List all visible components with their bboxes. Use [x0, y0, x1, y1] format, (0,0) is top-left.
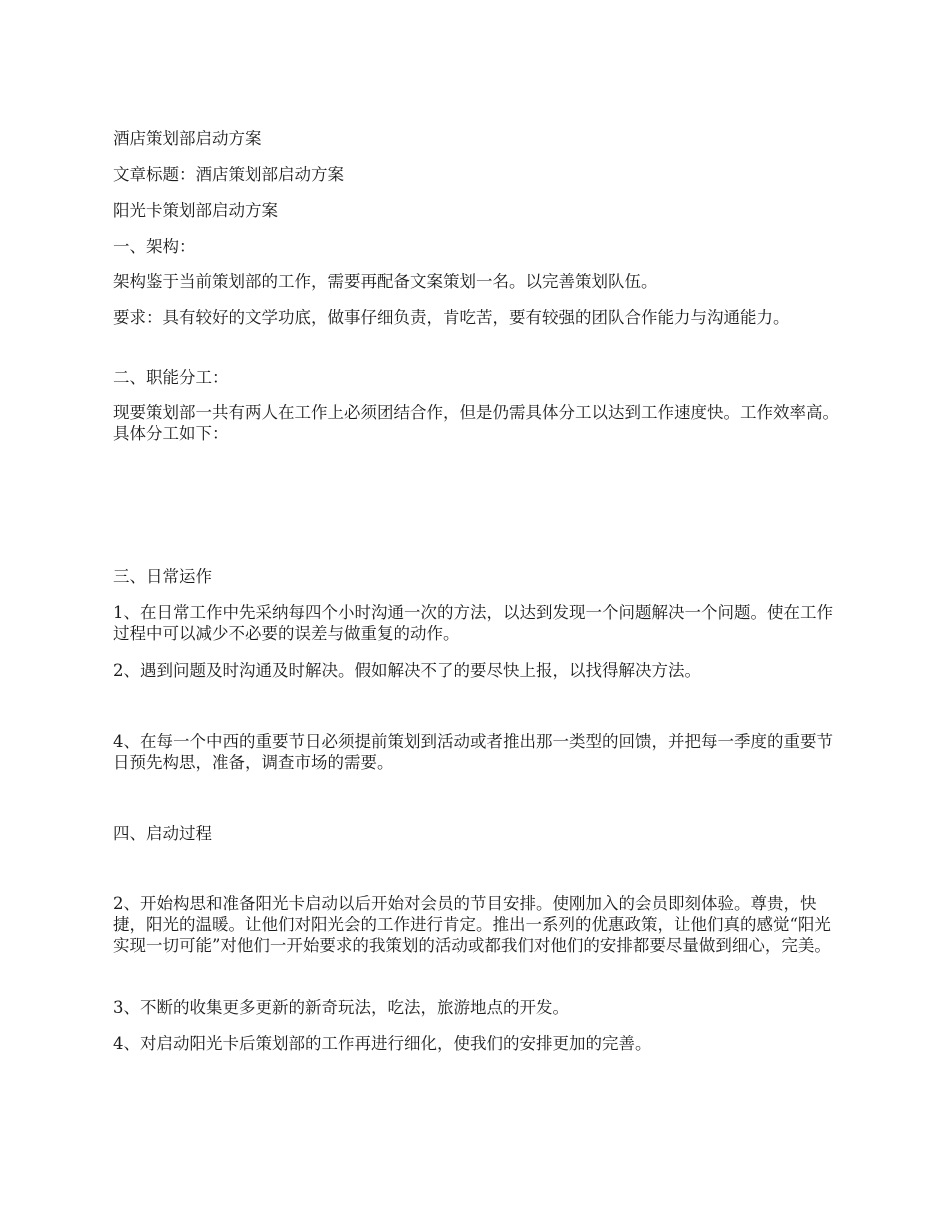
document-subtitle: 阳光卡策划部启动方案 [113, 201, 278, 220]
section-1-heading: 一、架构： [113, 237, 196, 256]
section-2-paragraph-1: 现要策划部一共有两人在工作上必须团结合作，但是仍需具体分工以达到工作速度快。工作效率高。具体分工如下： [113, 403, 839, 443]
section-3-item-4: 4、在每一个中西的重要节日必须提前策划到活动或者推出那一类型的回馈，并把每一季度的重要节日预先构思，准备，调查市场的需要。 [113, 732, 833, 772]
section-3-item-1: 1、在日常工作中先采纳每四个小时沟通一次的方法，以达到发现一个问题解决一个问题。使在工作过程中可以减少不必要的误差与做重复的动作。 [113, 603, 833, 643]
section-1-paragraph-1: 架构鉴于当前策划部的工作，需要再配备文案策划一名。以完善策划队伍。 [113, 272, 658, 291]
section-3-heading: 三、日常运作 [113, 567, 212, 586]
section-3-item-2: 2、遇到问题及时沟通及时解决。假如解决不了的要尽快上报，以找得解决方法。 [113, 661, 701, 680]
section-4-heading: 四、启动过程 [113, 824, 212, 843]
document-title: 酒店策划部启动方案 [113, 129, 262, 148]
section-4-item-3: 3、不断的收集更多更新的新奇玩法，吃法，旅游地点的开发。 [113, 998, 569, 1017]
section-1-paragraph-2: 要求：具有较好的文学功底，做事仔细负责，肯吃苦，要有较强的团队合作能力与沟通能力。 [113, 308, 790, 327]
article-title: 文章标题：酒店策划部启动方案 [113, 165, 344, 184]
section-2-heading: 二、职能分工： [113, 368, 229, 387]
section-4-item-2: 2、开始构思和准备阳光卡启动以后开始对会员的节目安排。使刚加入的会员即刻体验。尊贵，快捷，阳光的温暖。让他们对阳光会的工作进行肯定。推出一系列的优惠政策，让他们真的感觉“阳光实现一切可能”对他们一开始要求的我策划的活动或都我们对他们的安排都要尽量做到细心，完美。 [113, 894, 831, 955]
section-4-item-4: 4、对启动阳光卡后策划部的工作再进行细化，使我们的安排更加的完善。 [113, 1034, 652, 1053]
